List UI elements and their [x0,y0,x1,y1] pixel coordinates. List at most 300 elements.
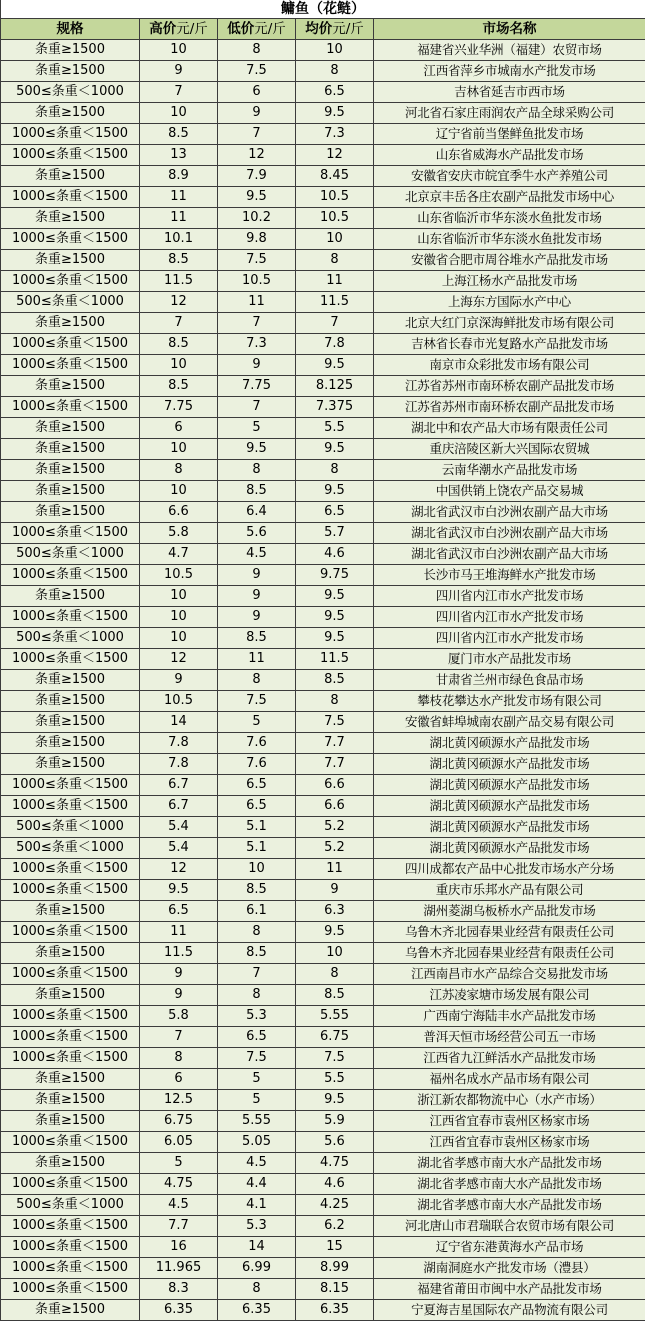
cell-market: 乌鲁木齐北园春果业经营有限责任公司 [374,922,645,943]
cell-spec: 1000≤条重＜1500 [1,355,140,376]
cell-spec: 条重≥1500 [1,166,140,187]
table-row [1,838,645,859]
header-low-label: 低价 [227,21,255,37]
cell-spec: 条重≥1500 [1,439,140,460]
cell-spec: 1000≤条重＜1500 [1,1048,140,1069]
cell-spec: 1000≤条重＜1500 [1,922,140,943]
cell-avg-price: 9.5 [296,922,374,943]
table-row [1,1237,645,1258]
cell-high-price: 10 [140,439,218,460]
cell-market: 湖北黄冈硕源水产品批发市场 [374,775,645,796]
cell-market: 湖北黄冈硕源水产品批发市场 [374,754,645,775]
cell-spec: 条重≥1500 [1,313,140,334]
cell-high-price: 11 [140,187,218,208]
cell-spec: 条重≥1500 [1,733,140,754]
table-row [1,397,645,418]
cell-market: 湖北黄冈硕源水产品批发市场 [374,817,645,838]
cell-market: 重庆市乐邦水产品有限公司 [374,880,645,901]
table-row [1,271,645,292]
cell-market: 山东省临沂市华东淡水鱼批发市场 [374,229,645,250]
table-row [1,1300,645,1321]
cell-high-price: 8.5 [140,376,218,397]
cell-market: 江苏省苏州市南环桥农副产品批发市场 [374,376,645,397]
cell-high-price: 7 [140,82,218,103]
cell-high-price: 5.4 [140,838,218,859]
cell-spec: 1000≤条重＜1500 [1,565,140,586]
cell-avg-price: 5.5 [296,1069,374,1090]
cell-low-price: 4.5 [218,544,296,565]
cell-high-price: 4.75 [140,1174,218,1195]
table-title: 鳙鱼（花鲢） [1,0,645,19]
cell-high-price: 8.3 [140,1279,218,1300]
cell-avg-price: 7.7 [296,733,374,754]
cell-high-price: 8 [140,460,218,481]
cell-low-price: 10.5 [218,271,296,292]
cell-low-price: 9 [218,607,296,628]
cell-spec: 1000≤条重＜1500 [1,775,140,796]
cell-market: 江苏凌家塘市场发展有限公司 [374,985,645,1006]
table-row [1,1216,645,1237]
cell-spec: 1000≤条重＜1500 [1,124,140,145]
table-row [1,607,645,628]
cell-low-price: 10.2 [218,208,296,229]
table-row [1,901,645,922]
cell-spec: 1000≤条重＜1500 [1,1027,140,1048]
cell-avg-price: 5.2 [296,838,374,859]
cell-high-price: 11 [140,208,218,229]
table-row [1,460,645,481]
table-row [1,1258,645,1279]
cell-avg-price: 5.2 [296,817,374,838]
cell-avg-price: 9.5 [296,481,374,502]
cell-avg-price: 7.375 [296,397,374,418]
cell-market: 湖北省武汉市白沙洲农副产品大市场 [374,502,645,523]
cell-spec: 条重≥1500 [1,586,140,607]
cell-avg-price: 6.75 [296,1027,374,1048]
cell-spec: 500≤条重＜1000 [1,628,140,649]
cell-high-price: 8 [140,1048,218,1069]
cell-spec: 500≤条重＜1000 [1,544,140,565]
table-row [1,796,645,817]
cell-low-price: 7.5 [218,691,296,712]
cell-high-price: 8.5 [140,124,218,145]
cell-low-price: 8 [218,460,296,481]
cell-spec: 1000≤条重＜1500 [1,1132,140,1153]
cell-spec: 条重≥1500 [1,1069,140,1090]
cell-low-price: 9 [218,355,296,376]
table-row [1,1069,645,1090]
table-row [1,1006,645,1027]
cell-low-price: 9.5 [218,439,296,460]
cell-high-price: 10 [140,355,218,376]
table-row [1,859,645,880]
cell-avg-price: 10.5 [296,187,374,208]
cell-spec: 条重≥1500 [1,103,140,124]
cell-avg-price: 5.7 [296,523,374,544]
cell-avg-price: 8.15 [296,1279,374,1300]
cell-market: 四川省内江市水产批发市场 [374,628,645,649]
cell-market: 江苏省苏州市南环桥农副产品批发市场 [374,397,645,418]
cell-avg-price: 10.5 [296,208,374,229]
cell-avg-price: 12 [296,145,374,166]
cell-market: 湖北省孝感市南大水产品批发市场 [374,1153,645,1174]
table-body [1,40,645,1321]
cell-avg-price: 6.5 [296,82,374,103]
cell-low-price: 7 [218,124,296,145]
header-high-label: 高价 [149,21,177,37]
cell-spec: 条重≥1500 [1,901,140,922]
table-row [1,1132,645,1153]
cell-high-price: 6.5 [140,901,218,922]
cell-low-price: 9.8 [218,229,296,250]
cell-spec: 500≤条重＜1000 [1,817,140,838]
table-row [1,775,645,796]
cell-market: 湖北省武汉市白沙洲农副产品大市场 [374,523,645,544]
cell-spec: 500≤条重＜1000 [1,82,140,103]
cell-high-price: 8.9 [140,166,218,187]
table-row [1,1279,645,1300]
cell-market: 安徽省安庆市皖宜季牛水产养殖公司 [374,166,645,187]
cell-market: 湖北省孝感市南大水产品批发市场 [374,1195,645,1216]
cell-market: 北京京丰岳各庄农副产品批发市场中心 [374,187,645,208]
cell-spec: 1000≤条重＜1500 [1,649,140,670]
cell-spec: 1000≤条重＜1500 [1,1279,140,1300]
cell-high-price: 7.8 [140,733,218,754]
cell-avg-price: 9.5 [296,439,374,460]
cell-low-price: 7 [218,313,296,334]
cell-avg-price: 9.5 [296,586,374,607]
cell-market: 乌鲁木齐北园春果业经营有限责任公司 [374,943,645,964]
cell-spec: 条重≥1500 [1,754,140,775]
cell-avg-price: 9.5 [296,103,374,124]
cell-high-price: 16 [140,1237,218,1258]
cell-high-price: 6.75 [140,1111,218,1132]
table-row [1,712,645,733]
cell-spec: 条重≥1500 [1,1153,140,1174]
cell-market: 四川省内江市水产批发市场 [374,586,645,607]
header-avg-unit: 元/斤 [332,21,364,37]
cell-low-price: 8.5 [218,943,296,964]
cell-spec: 1000≤条重＜1500 [1,523,140,544]
cell-avg-price: 9.5 [296,1090,374,1111]
cell-avg-price: 11 [296,271,374,292]
table-row [1,964,645,985]
cell-spec: 1000≤条重＜1500 [1,187,140,208]
cell-low-price: 9 [218,565,296,586]
cell-high-price: 8.5 [140,334,218,355]
cell-market: 宁夏海吉星国际农产品物流有限公司 [374,1300,645,1321]
cell-avg-price: 15 [296,1237,374,1258]
header-low-price [218,19,296,40]
cell-low-price: 5.6 [218,523,296,544]
cell-high-price: 13 [140,145,218,166]
table-row [1,754,645,775]
cell-low-price: 11 [218,292,296,313]
cell-high-price: 9 [140,61,218,82]
cell-avg-price: 4.6 [296,544,374,565]
cell-high-price: 10 [140,40,218,61]
cell-spec: 1000≤条重＜1500 [1,859,140,880]
cell-low-price: 7.5 [218,250,296,271]
cell-high-price: 10.5 [140,565,218,586]
cell-market: 长沙市马王堆海鲜水产批发市场 [374,565,645,586]
table-row [1,523,645,544]
table-row [1,313,645,334]
cell-market: 厦门市水产品批发市场 [374,649,645,670]
cell-avg-price: 4.6 [296,1174,374,1195]
cell-avg-price: 4.25 [296,1195,374,1216]
cell-low-price: 9 [218,103,296,124]
cell-spec: 条重≥1500 [1,943,140,964]
cell-spec: 条重≥1500 [1,1300,140,1321]
table-row [1,1195,645,1216]
cell-low-price: 7.3 [218,334,296,355]
cell-avg-price: 7 [296,313,374,334]
cell-spec: 1000≤条重＜1500 [1,229,140,250]
cell-spec: 1000≤条重＜1500 [1,964,140,985]
cell-market: 江西省宜春市袁州区杨家市场 [374,1132,645,1153]
cell-avg-price: 6.6 [296,775,374,796]
table-row [1,229,645,250]
cell-high-price: 9 [140,985,218,1006]
cell-avg-price: 6.3 [296,901,374,922]
cell-high-price: 5.4 [140,817,218,838]
table-row [1,355,645,376]
table-row [1,103,645,124]
table-row [1,208,645,229]
cell-low-price: 8 [218,922,296,943]
cell-avg-price: 7.5 [296,1048,374,1069]
cell-high-price: 4.5 [140,1195,218,1216]
cell-low-price: 11 [218,649,296,670]
cell-spec: 1000≤条重＜1500 [1,1216,140,1237]
cell-market: 河北唐山市君瑞联合农贸市场有限公司 [374,1216,645,1237]
cell-spec: 1000≤条重＜1500 [1,1258,140,1279]
table-row [1,880,645,901]
cell-market: 攀枝花攀达水产批发市场有限公司 [374,691,645,712]
table-row [1,418,645,439]
table-row [1,691,645,712]
cell-spec: 1000≤条重＜1500 [1,880,140,901]
table-row [1,292,645,313]
cell-market: 辽宁省前当堡鲜鱼批发市场 [374,124,645,145]
table-row [1,586,645,607]
cell-avg-price: 11 [296,859,374,880]
cell-spec: 条重≥1500 [1,481,140,502]
cell-market: 南京市众彩批发市场有限公司 [374,355,645,376]
cell-spec: 条重≥1500 [1,40,140,61]
cell-market: 四川成都农产品中心批发市场水产分场 [374,859,645,880]
cell-low-price: 4.4 [218,1174,296,1195]
cell-market: 上海江杨水产品批发市场 [374,271,645,292]
cell-spec: 500≤条重＜1000 [1,838,140,859]
cell-low-price: 9.5 [218,187,296,208]
cell-low-price: 7.6 [218,754,296,775]
cell-market: 中国供销上饶农产品交易城 [374,481,645,502]
cell-avg-price: 11.5 [296,292,374,313]
cell-low-price: 7.5 [218,61,296,82]
table-row [1,649,645,670]
cell-avg-price: 8 [296,691,374,712]
cell-high-price: 10.1 [140,229,218,250]
cell-low-price: 7.75 [218,376,296,397]
cell-market: 江西省九江鲜活水产品批发市场 [374,1048,645,1069]
cell-spec: 条重≥1500 [1,61,140,82]
cell-avg-price: 8.99 [296,1258,374,1279]
table-row [1,376,645,397]
cell-avg-price: 6.6 [296,796,374,817]
cell-spec: 条重≥1500 [1,208,140,229]
cell-low-price: 6.5 [218,796,296,817]
cell-low-price: 4.5 [218,1153,296,1174]
cell-market: 江西南昌市水产品综合交易批发市场 [374,964,645,985]
cell-market: 湖北省武汉市白沙洲农副产品大市场 [374,544,645,565]
cell-spec: 1000≤条重＜1500 [1,1237,140,1258]
cell-market: 湖北省孝感市南大水产品批发市场 [374,1174,645,1195]
cell-avg-price: 6.5 [296,502,374,523]
cell-low-price: 5 [218,712,296,733]
table-row [1,481,645,502]
table-row [1,733,645,754]
table-row [1,40,645,61]
cell-high-price: 4.7 [140,544,218,565]
cell-spec: 条重≥1500 [1,670,140,691]
cell-low-price: 4.1 [218,1195,296,1216]
cell-high-price: 12 [140,292,218,313]
cell-spec: 条重≥1500 [1,712,140,733]
cell-high-price: 7.7 [140,1216,218,1237]
cell-market: 山东省威海水产品批发市场 [374,145,645,166]
header-low-unit: 元/斤 [254,21,286,37]
cell-low-price: 7.6 [218,733,296,754]
cell-low-price: 8.5 [218,880,296,901]
cell-spec: 1000≤条重＜1500 [1,1174,140,1195]
cell-avg-price: 7.3 [296,124,374,145]
table-row [1,817,645,838]
table-row [1,1111,645,1132]
table-row [1,1048,645,1069]
cell-high-price: 11.5 [140,271,218,292]
cell-spec: 条重≥1500 [1,418,140,439]
cell-avg-price: 8.125 [296,376,374,397]
cell-market: 吉林省延吉市西市场 [374,82,645,103]
cell-market: 河北省石家庄雨润农产品全球采购公司 [374,103,645,124]
cell-high-price: 6.7 [140,775,218,796]
cell-high-price: 7.8 [140,754,218,775]
cell-low-price: 7.5 [218,1048,296,1069]
table-row [1,1174,645,1195]
cell-high-price: 12 [140,649,218,670]
cell-high-price: 7.75 [140,397,218,418]
cell-high-price: 8.5 [140,250,218,271]
table-row [1,61,645,82]
cell-avg-price: 8 [296,250,374,271]
cell-avg-price: 5.6 [296,1132,374,1153]
cell-high-price: 6.05 [140,1132,218,1153]
cell-market: 浙江新农都物流中心（水产市场） [374,1090,645,1111]
cell-avg-price: 7.8 [296,334,374,355]
cell-high-price: 12.5 [140,1090,218,1111]
cell-avg-price: 10 [296,943,374,964]
cell-avg-price: 5.5 [296,418,374,439]
cell-high-price: 10 [140,586,218,607]
cell-low-price: 5.1 [218,838,296,859]
cell-high-price: 9 [140,964,218,985]
cell-low-price: 5.3 [218,1216,296,1237]
cell-market: 江西省萍乡市城南水产批发市场 [374,61,645,82]
cell-spec: 条重≥1500 [1,1111,140,1132]
cell-avg-price: 9.5 [296,628,374,649]
cell-low-price: 6.99 [218,1258,296,1279]
cell-high-price: 9.5 [140,880,218,901]
cell-low-price: 8 [218,670,296,691]
cell-market: 江西省宜春市袁州区杨家市场 [374,1111,645,1132]
table-row [1,565,645,586]
cell-market: 福州名成水产品市场有限公司 [374,1069,645,1090]
cell-low-price: 9 [218,586,296,607]
cell-market: 吉林省长春市光复路水产品批发市场 [374,334,645,355]
cell-high-price: 11 [140,922,218,943]
cell-avg-price: 8 [296,964,374,985]
cell-spec: 1000≤条重＜1500 [1,796,140,817]
cell-spec: 1000≤条重＜1500 [1,397,140,418]
cell-avg-price: 7.7 [296,754,374,775]
cell-avg-price: 10 [296,40,374,61]
table-row [1,124,645,145]
cell-low-price: 8 [218,1279,296,1300]
table-row [1,502,645,523]
cell-spec: 条重≥1500 [1,691,140,712]
table-row [1,943,645,964]
cell-spec: 1000≤条重＜1500 [1,607,140,628]
cell-low-price: 5.55 [218,1111,296,1132]
cell-spec: 条重≥1500 [1,460,140,481]
cell-low-price: 5.3 [218,1006,296,1027]
cell-spec: 条重≥1500 [1,985,140,1006]
table-row [1,1027,645,1048]
cell-market: 湖南洞庭水产批发市场（澧县） [374,1258,645,1279]
cell-low-price: 8.5 [218,481,296,502]
table-row [1,1090,645,1111]
cell-low-price: 12 [218,145,296,166]
cell-market: 重庆涪陵区新大兴国际农贸城 [374,439,645,460]
table-row [1,439,645,460]
cell-spec: 500≤条重＜1000 [1,292,140,313]
table-row [1,1153,645,1174]
header-spec: 规格 [1,19,140,40]
cell-market: 上海东方国际水产中心 [374,292,645,313]
cell-high-price: 10 [140,628,218,649]
cell-market: 云南华潮水产品批发市场 [374,460,645,481]
cell-high-price: 10.5 [140,691,218,712]
cell-market: 广西南宁海陆丰水产品批发市场 [374,1006,645,1027]
cell-market: 福建省兴业华洲（福建）农贸市场 [374,40,645,61]
cell-market: 北京大红门京深海鲜批发市场有限公司 [374,313,645,334]
cell-spec: 1000≤条重＜1500 [1,145,140,166]
cell-avg-price: 9.75 [296,565,374,586]
cell-low-price: 6.5 [218,1027,296,1048]
cell-low-price: 7.9 [218,166,296,187]
cell-spec: 1000≤条重＜1500 [1,334,140,355]
table-row [1,985,645,1006]
cell-spec: 条重≥1500 [1,376,140,397]
cell-low-price: 6.35 [218,1300,296,1321]
cell-avg-price: 8.45 [296,166,374,187]
cell-high-price: 6 [140,1069,218,1090]
cell-high-price: 5 [140,1153,218,1174]
table-row [1,544,645,565]
cell-high-price: 6.35 [140,1300,218,1321]
